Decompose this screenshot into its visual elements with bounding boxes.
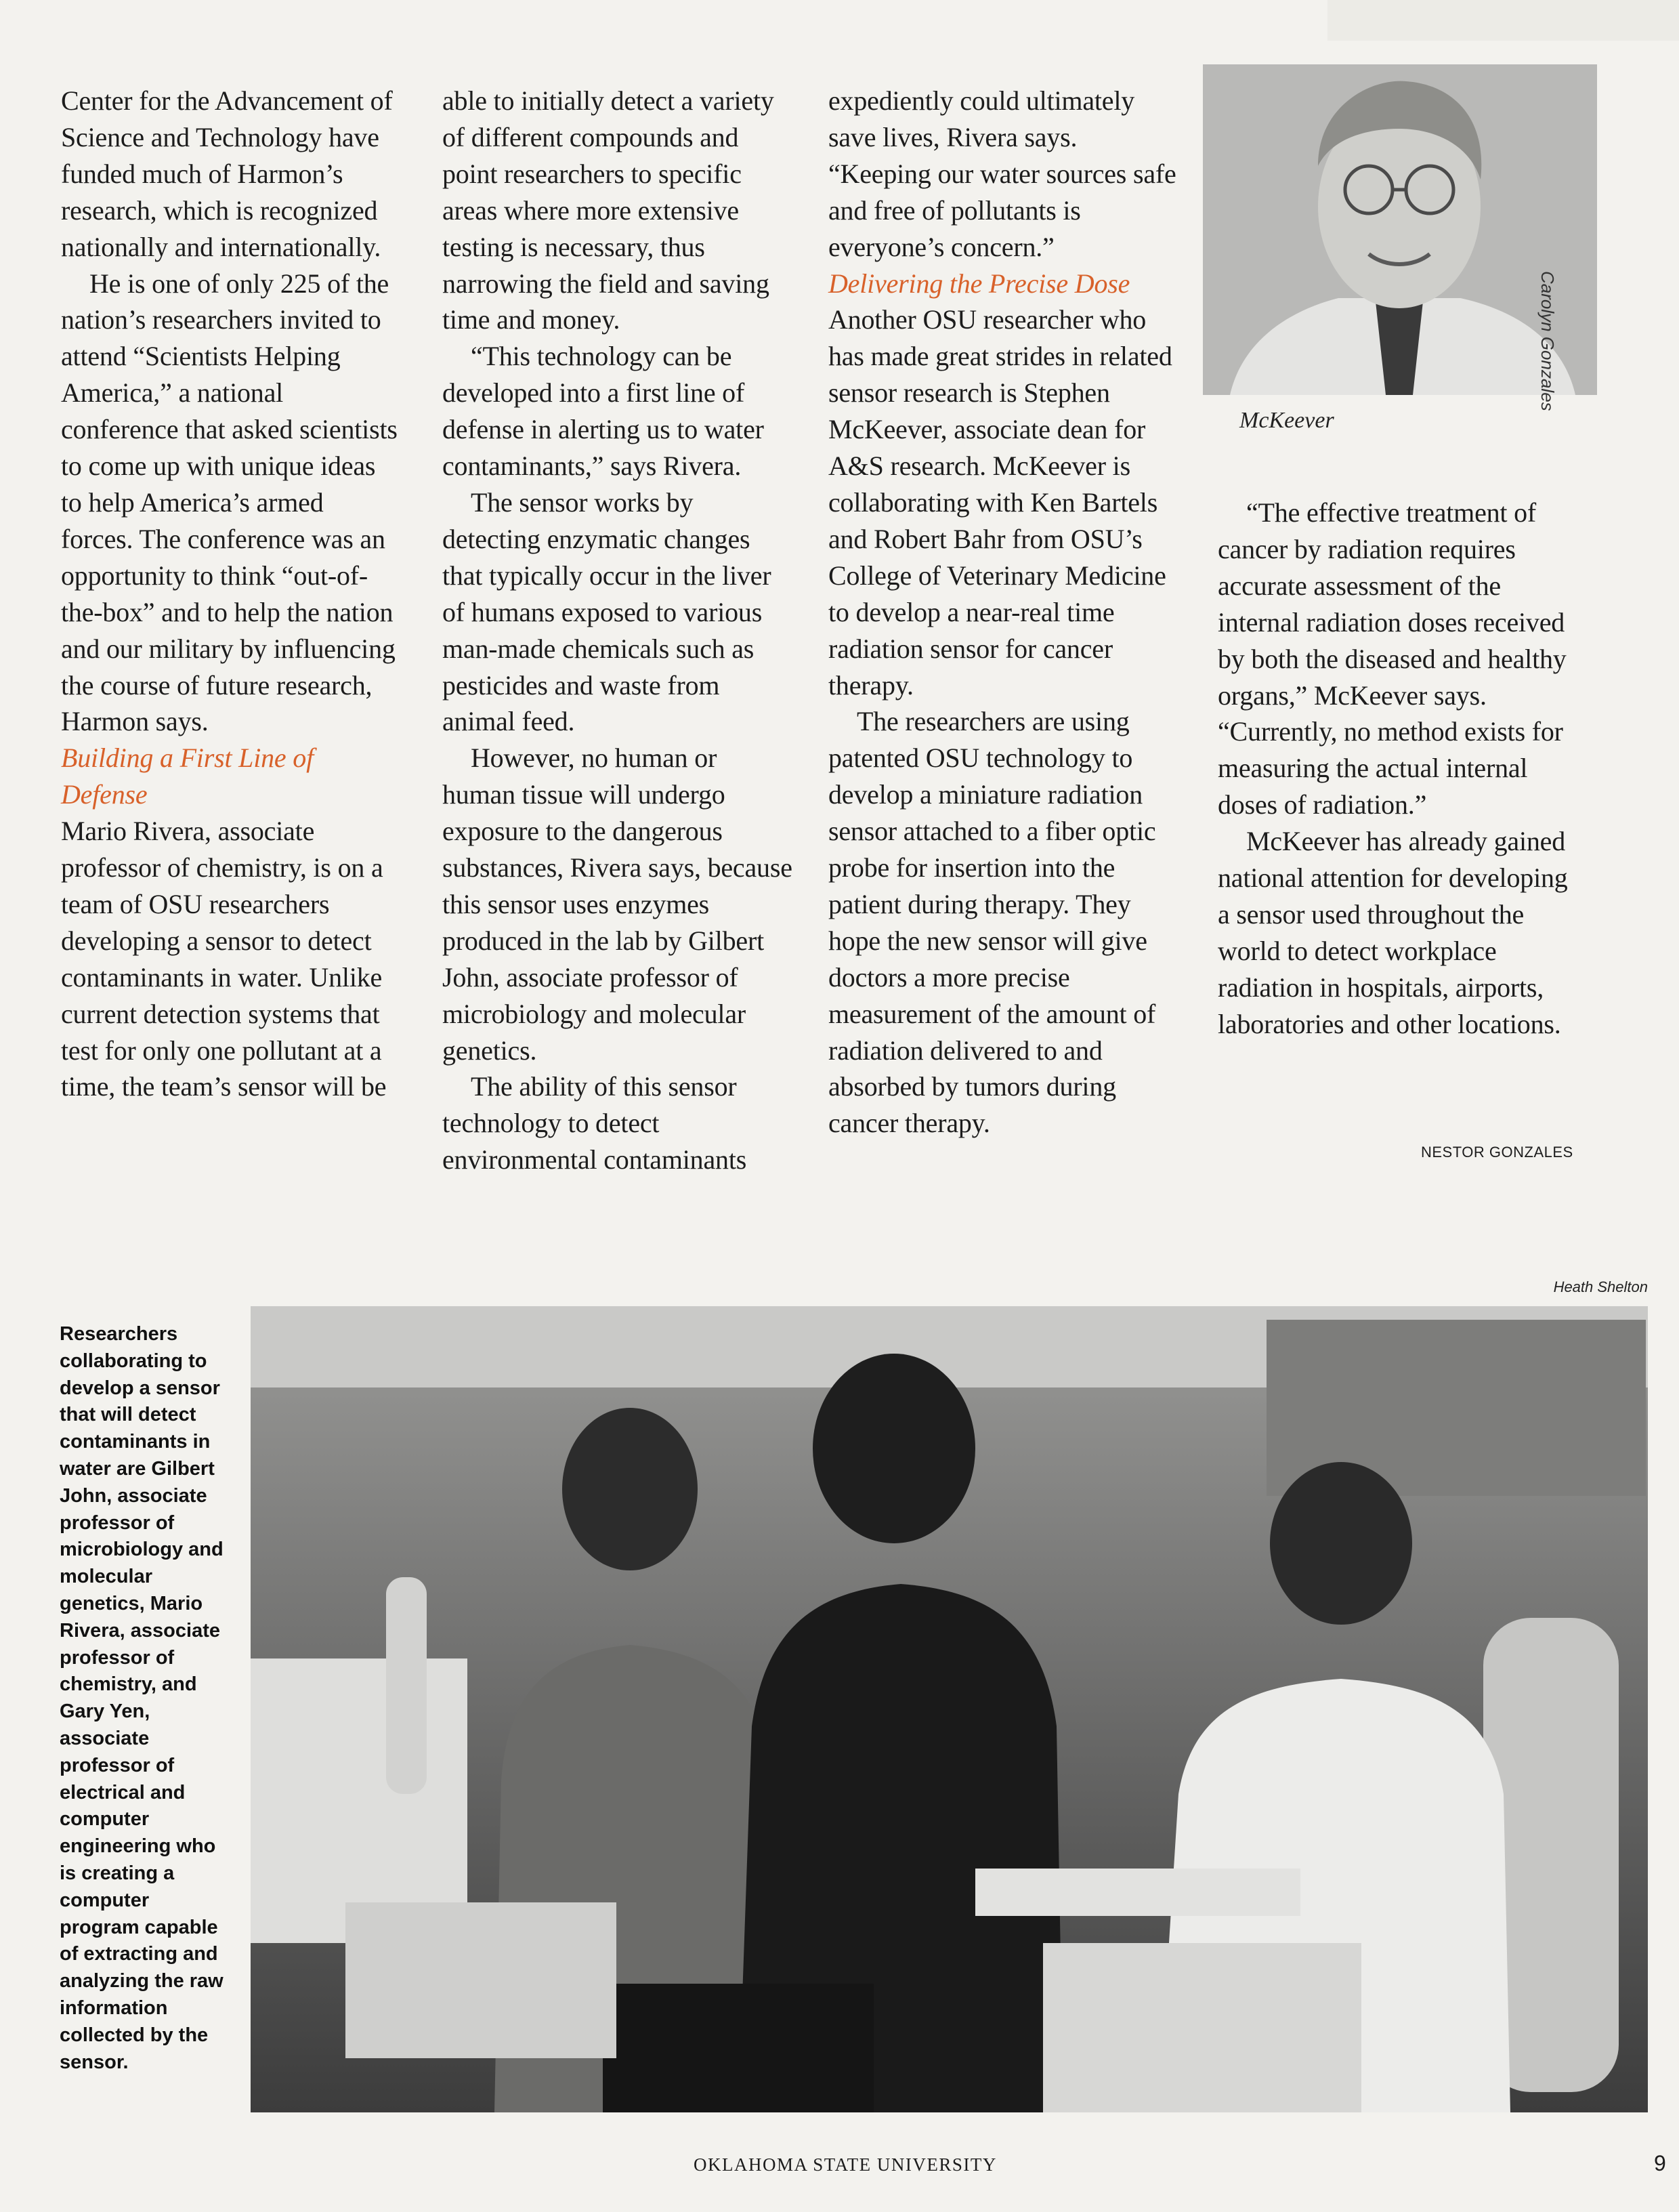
section-heading: Building a First Line of Defense [61, 743, 314, 810]
paragraph: The researchers are using patented OSU technology to develop a miniature radiation sensor attached to a fiber optic probe for insertion into the patient during therapy. They hope the new sensor will give doctors a more precise measurement of the amount of radiation delivered to and absorbed by tumors during cancer therapy. [828, 706, 1156, 1139]
paragraph: The sensor works by detecting enzymatic changes that typically occur in the liver of humans exposed to various man-made chemicals such as pesticides and waste from animal feed. [442, 486, 771, 737]
paragraph: “The effective treatment of cancer by radiation requires accurate assessment of the internal radiation doses received by both the diseased and healthy organs,” McKeever says. “Currently, no method exists for measuring the actual internal doses of radiation.” [1218, 497, 1567, 820]
lab-researchers-photo [251, 1306, 1648, 2112]
lab-photo-credit: Heath Shelton [1553, 1278, 1648, 1295]
paragraph: McKeever has already gained national attention for developing a sensor used throughout the world to detect workplace radiation in hospitals, airports, laboratories and other locations. [1218, 826, 1568, 1039]
publication-footer: OKLAHOMA STATE UNIVERSITY [694, 2154, 997, 2175]
lab-photo-caption: Researchers collaborating to develop a sensor that will detect contaminants in water are Gilbert John, associate professor of microbiology and molecular genetics, Mario Rivera, associate professor of chemistry, and Gary Yen, associate professor of electrical and computer engineering who is creating a computer program capable of extracting and analyzing the raw information collected by the sensor. [60, 1323, 224, 2073]
paragraph: Center for the Advancement of Science and Technology have funded much of Harmon’s research, which is recognized nationally and internationally. [61, 85, 393, 262]
article-column-2 [442, 83, 794, 1178]
paragraph: “This technology can be developed into a first line of defense in alerting us to water contaminants,” says Rivera. [442, 341, 764, 482]
paragraph: He is one of only 225 of the nation’s researchers invited to attend “Scientists Helping America,” a national conference that asked scientists to come up with unique ideas to help America’s armed forces. The conference was an opportunity to think “out-of-the-box” and to help the nation and our military by influencing the course of future research, Harmon says. [61, 268, 398, 737]
article-column-3 [828, 83, 1181, 1142]
paragraph: Another OSU researcher who has made great strides in related sensor research is Stephen McKeever, associate dean for A&S research. McKeever is collaborating with Ken Bartels and Robert Bahr from OSU’s College of Veterinary Medicine to develop a near-real time radiation sensor for cancer therapy. [828, 304, 1172, 701]
article-column-1 [61, 83, 400, 1105]
lab-scene-illustration [251, 1306, 1648, 2112]
paragraph: The ability of this sensor technology to detect environmental contaminants [442, 1071, 747, 1175]
portrait-photo-credit: Carolyn Gonzales [1537, 271, 1558, 411]
page-number: 9 [1654, 2151, 1666, 2175]
portrait-caption: McKeever [1239, 408, 1334, 433]
author-byline: NESTOR GONZALES [1421, 1144, 1573, 1161]
paragraph: able to initially detect a variety of different compounds and point researchers to specific areas where more extensive testing is necessary, thus narrowing the field and saving time and money. [442, 85, 774, 335]
article-column-4 [1218, 495, 1570, 1043]
show-through-band [1327, 0, 1679, 41]
paragraph: Mario Rivera, associate professor of chemistry, is on a team of OSU researchers developing a sensor to detect contaminants in water. Unlike current detection systems that test for only one pollutant at a time, the team’s sensor will be [61, 816, 387, 1102]
section-heading: Delivering the Precise Dose [828, 268, 1130, 299]
paragraph: However, no human or human tissue will undergo exposure to the dangerous substances, Rivera says, because this sensor uses enzymes produced in the lab by Gilbert John, associate professor of microbiology and molecular genetics. [442, 743, 792, 1066]
paragraph: expediently could ultimately save lives, Rivera says. “Keeping our water sources safe and free of pollutants is everyone’s concern.” [828, 85, 1176, 262]
